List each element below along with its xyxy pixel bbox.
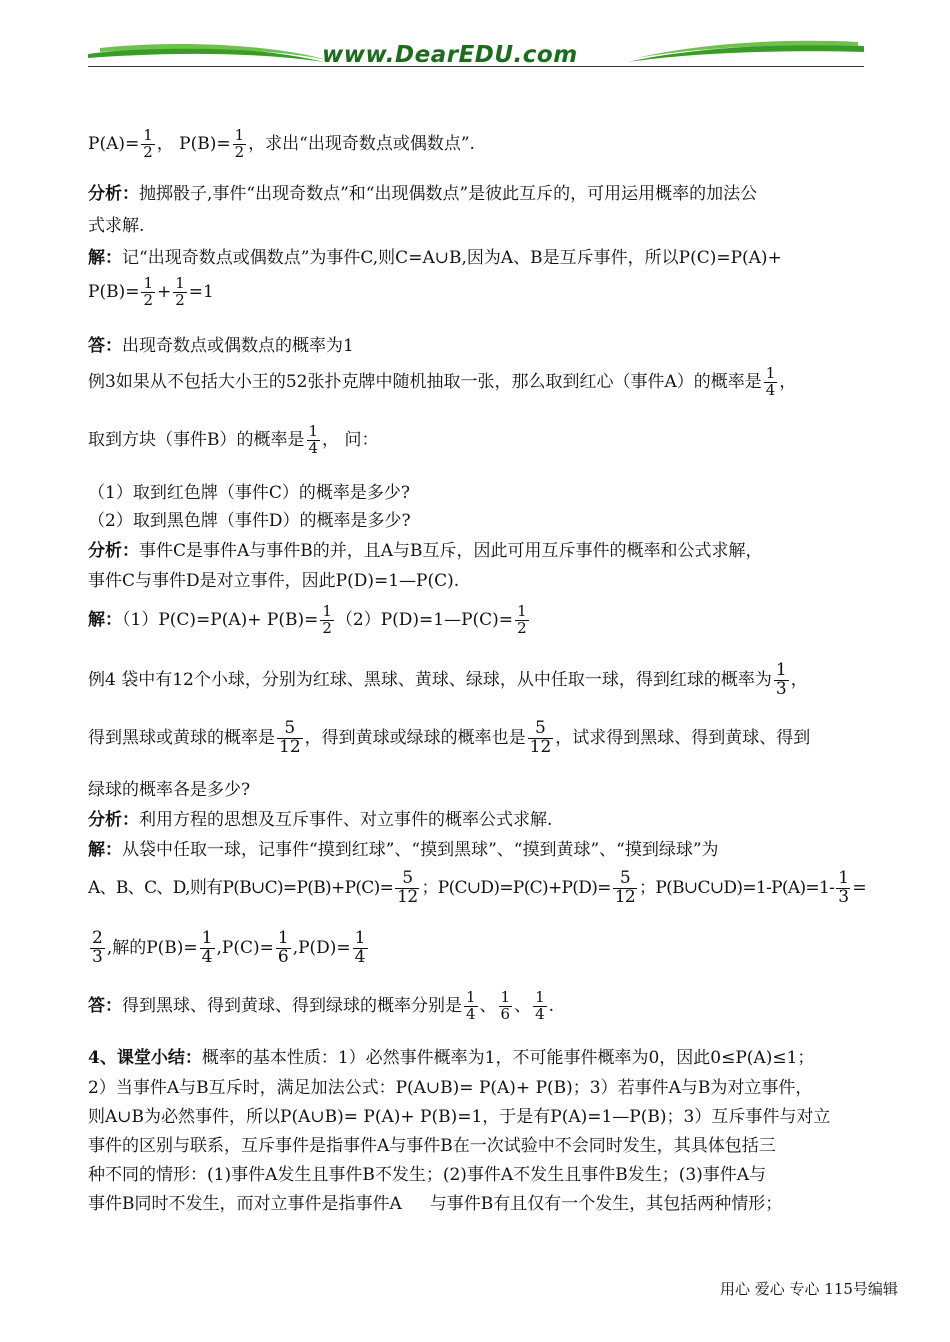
line-1 [88, 128, 475, 161]
fraction [464, 990, 478, 1023]
text-span: （1）取到红色牌（事件C）的概率是多少? [88, 483, 410, 503]
line-23 [88, 1080, 812, 1097]
denominator: 2 [234, 142, 245, 161]
denominator: 3 [92, 946, 103, 967]
denominator: 2 [143, 142, 153, 161]
numerator: 2 [92, 928, 103, 948]
numerator: 5 [613, 870, 637, 889]
fraction [764, 366, 778, 399]
text-span: 答： [88, 336, 122, 356]
numerator: 1 [775, 660, 787, 680]
fraction [774, 662, 789, 699]
line-14 [88, 662, 808, 699]
numerator: 1 [143, 274, 153, 292]
denominator: 4 [201, 946, 213, 967]
text-span: ， 问： [322, 429, 379, 450]
text-span: 事件C与事件D是对立事件，因此P(D)=1—P(C). [88, 571, 460, 591]
numerator: 1 [322, 602, 332, 620]
text-span: ；P(C∪D)=P(C)+P(D)= [421, 877, 611, 898]
text-span: 利用方程的思想及互斥事件、对立事件的概率公式求解. [139, 810, 553, 830]
fraction [395, 870, 419, 907]
text-span: 事件B同时不发生，而对立事件是指事件A [88, 1194, 402, 1214]
denominator: 6 [277, 946, 289, 967]
text-span: 解： [88, 248, 122, 268]
text-span: =1 [188, 281, 214, 302]
text-span: 事件的区别与联系，互斥事件是指事件A与事件B在一次试验中不会同时发生，其具体包括三 [88, 1136, 776, 1156]
line-7 [88, 366, 796, 399]
text-span: （2）取到黑色牌（事件D）的概率是多少? [88, 511, 411, 531]
text-span: = [852, 877, 866, 898]
text-span: 2）当事件A与B互斥时，满足加法公式：P(A∪B)= P(A)+ P(B)；3）若事件A与B为对立事件， [88, 1078, 813, 1098]
fraction [515, 604, 529, 637]
numerator: 1 [466, 988, 476, 1006]
text-span: ,P(C)= [216, 937, 274, 958]
text-span: ，试求得到黑球、得到黄球、得到 [555, 727, 811, 748]
denominator: 4 [466, 1004, 476, 1023]
text-span: 取到方块（事件B）的概率是 [88, 429, 305, 450]
text-span: 解： [88, 840, 122, 860]
line-16 [88, 782, 250, 799]
text-span: 绿球的概率各是多少? [88, 780, 251, 800]
numerator: 1 [201, 928, 213, 948]
numerator: 1 [143, 126, 153, 144]
fraction-half [141, 128, 155, 161]
text-span: 4、课堂小结： [88, 1048, 202, 1068]
numerator: 1 [175, 274, 185, 292]
fraction [173, 276, 187, 309]
text-span: 得到黑球或黄球的概率是 [88, 727, 275, 748]
site-logo: www.DearEDU.com [322, 42, 578, 68]
numerator: 1 [838, 868, 849, 888]
line-21 [88, 990, 554, 1023]
line-20 [88, 930, 370, 967]
numerator: 1 [234, 126, 245, 144]
line-2 [88, 186, 757, 203]
text-span: ， [779, 371, 797, 392]
denominator: 2 [175, 290, 185, 309]
text-span: 与事件B有且仅有一个发生，其包括两种情形； [429, 1194, 783, 1214]
text-span: ,解的P(B)= [106, 937, 198, 958]
line-18 [88, 842, 719, 859]
line-26 [88, 1167, 766, 1184]
text-span: 式求解. [88, 216, 145, 236]
text-span: 出现奇数点或偶数点的概率为1 [122, 336, 354, 356]
text-span: 例4 袋中有12个小球，分别为红球、黑球、黄球、绿球，从中任取一球，得到红球的概率为 [88, 669, 772, 690]
denominator: 4 [308, 438, 319, 457]
denominator: 6 [500, 1004, 511, 1023]
page-footer: 用心 爱心 专心 115号编辑 [720, 1280, 898, 1298]
text-span: ，求出“出现奇数点或偶数点”. [248, 133, 475, 154]
fraction [141, 276, 155, 309]
denominator: 12 [529, 736, 552, 757]
line-6 [88, 338, 354, 355]
line-24 [88, 1109, 830, 1126]
fraction [307, 424, 321, 457]
text-span: 解： [88, 609, 122, 630]
text-span: 例3如果从不包括大小王的52张扑克牌中随机抽取一张，那么取到红心（事件A）的概率是 [88, 371, 762, 392]
numerator: 5 [528, 720, 554, 739]
text-span: P(B)= [88, 281, 140, 302]
line-10 [88, 513, 411, 530]
line-11 [88, 543, 763, 560]
line-4 [88, 250, 782, 267]
fraction [277, 720, 303, 757]
text-span: ,P(D)= [292, 937, 351, 958]
text-span: 分析： [88, 810, 139, 830]
text-span: ， P(B)= [156, 133, 231, 154]
denominator: 12 [397, 886, 418, 907]
numerator: 5 [277, 720, 303, 739]
numerator: 1 [517, 602, 527, 620]
numerator: 1 [277, 928, 289, 948]
denominator: 12 [279, 736, 301, 757]
denominator: 4 [535, 1004, 545, 1023]
text-span: （2）P(D)=1—P(C)= [335, 609, 514, 630]
fraction [836, 870, 850, 907]
text-span: 答： [88, 995, 122, 1016]
line-19 [88, 870, 866, 907]
text-span: 则A∪B为必然事件，所以P(A∪B)= P(A)+ P(B)=1，于是有P(A)=1—P(B)；3）互斥事件与对立 [88, 1107, 831, 1127]
text-span: ， [790, 669, 808, 690]
text-span: P(A)= [88, 133, 140, 154]
fraction [613, 870, 637, 907]
text-span: 分析： [88, 541, 139, 561]
fraction [320, 604, 334, 637]
denominator: 2 [143, 290, 153, 309]
fraction-half [233, 128, 247, 161]
text-span: ，得到黄球或绿球的概率也是 [304, 727, 526, 748]
fraction [90, 930, 105, 967]
text-span: 、 [514, 995, 532, 1016]
text-span: . [548, 995, 555, 1016]
fraction [353, 930, 368, 967]
fraction [528, 720, 554, 757]
numerator: 1 [308, 422, 319, 440]
denominator: 3 [838, 886, 849, 907]
numerator: 1 [354, 928, 366, 948]
text-span: 、 [479, 995, 497, 1016]
fraction [499, 990, 513, 1023]
header-rule [88, 66, 864, 67]
denominator: 2 [322, 618, 332, 637]
text-span: （1）P(C)=P(A)+ P(B)= [122, 609, 319, 630]
text-span: 抛掷骰子,事件“出现奇数点”和“出现偶数点”是彼此互斥的，可用运用概率的加法公 [139, 184, 758, 204]
line-8 [88, 424, 378, 457]
numerator: 5 [395, 870, 419, 889]
text-span: 种不同的情形：(1)事件A发生且事件B不发生；(2)事件A不发生且事件B发生；(3)事件A与 [88, 1165, 767, 1185]
text-span: 概率的基本性质：1）必然事件概率为1，不可能事件概率为0，因此0≤P(A)≤1； [201, 1048, 815, 1068]
line-15 [88, 720, 810, 757]
text-span: 从袋中任取一球，记事件“摸到红球”、“摸到黑球”、“摸到黄球”、“摸到绿球”为 [122, 840, 719, 860]
text-span: 事件C是事件A与事件B的并，且A与B互斥，因此可用互斥事件的概率和公式求解， [139, 541, 763, 561]
text-span: 分析： [88, 184, 139, 204]
text-span: + [157, 281, 172, 302]
denominator: 4 [765, 380, 776, 399]
fraction [276, 930, 291, 967]
fraction [533, 990, 547, 1023]
numerator: 1 [765, 364, 776, 382]
line-27 [88, 1196, 782, 1213]
line-12 [88, 573, 459, 590]
text-span: 得到黑球、得到黄球、得到绿球的概率分别是 [122, 995, 462, 1016]
line-17 [88, 812, 552, 829]
line-9 [88, 485, 410, 502]
line-3 [88, 218, 144, 235]
text-span: A、B、C、D,则有P(B∪C)=P(B)+P(C)= [88, 877, 394, 898]
line-13 [88, 604, 531, 637]
line-25 [88, 1138, 776, 1155]
denominator: 2 [517, 618, 527, 637]
numerator: 1 [500, 988, 511, 1006]
denominator: 12 [614, 886, 636, 907]
text-span: 记“出现奇数点或偶数点”为事件C,则C=A∪B,因为A、B是互斥事件，所以P(C)=P(A)+ [122, 248, 782, 268]
denominator: 3 [775, 678, 787, 699]
line-22 [88, 1050, 814, 1067]
denominator: 4 [354, 946, 366, 967]
numerator: 1 [535, 988, 545, 1006]
line-5 [88, 276, 214, 309]
text-span: ；P(B∪C∪D)=1-P(A)=1- [639, 877, 835, 898]
fraction [200, 930, 215, 967]
